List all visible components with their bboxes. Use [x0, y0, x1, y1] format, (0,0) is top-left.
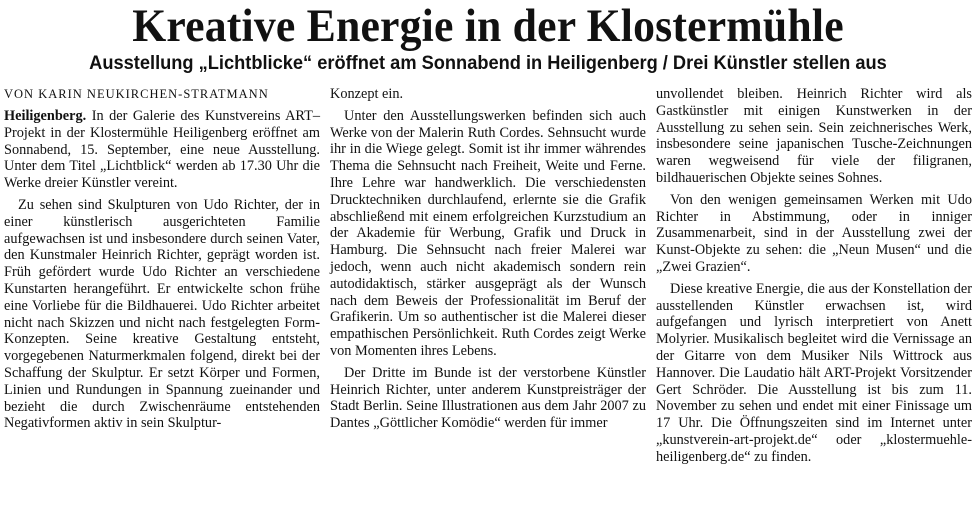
- paragraph: Unter den Ausstellungswerken befinden sich auch Werke von der Malerin Ruth Cordes. Sehnsucht wurde ihr in die Wiege gelegt. Somit ist ihr immer währendes Thema die Sehnsucht nach Freiheit, Weite und Ferne. Ihre Lehre war handwerklich. Die verschiedensten Drucktechniken durchlaufend, erlernte sie die Grafik abschließend mit einem erfolgreichen Kurzstudium an der Akademie für Werbung, Grafik und Druck in Hamburg. Die Sehnsucht nach freier Malerei war jedoch, wenn auch nicht akademisch sondern rein autodidaktisch, stärker ausgeprägt als der Wunsch nach dem Beweis der Professionalität im Beruf der Grafikerin. Um so authentischer ist die Malerei dieser empathischen Persönlichkeit. Ruth Cordes zeigt Werke von Momenten ihres Lebens.: [330, 107, 646, 359]
- paragraph-text: In der Galerie des Kunstvereins ART–Projekt in der Klostermühle Heiligenberg eröffnet am Sonnabend, 15. September, eine neue Ausstellung. Unter dem Titel „Lichtblick“ werden ab 17.30 Uhr die Werke dreier Künstler vereint.: [4, 108, 320, 192]
- article-columns: [4, 86, 972, 466]
- paragraph: unvollendet bleiben. Heinrich Richter wird als Gastkünstler mit einigen Kunstwerken in der Ausstellung zu sehen sein. Sein zeichnerisches Werk, insbesondere seine japanischen Tusche-Zeichnungen waren wegweisend für viele der filigranen, bildhauerischen Objekte seines Sohnes.: [656, 86, 972, 186]
- paragraph: [4, 108, 320, 192]
- column-2: [330, 86, 646, 466]
- byline: VON KARIN NEUKIRCHEN-STRATMANN: [4, 87, 269, 101]
- paragraph: Zu sehen sind Skulpturen von Udo Richter, der in einer künstlerisch ausgerichteten Familie aufgewachsen ist und insbesondere durch seinen Vater, den Kunstmaler Heinrich Richter, geprägt worden ist. Früh gefördert wurde Udo Richter an verschiedene Kunstarten herangeführt. Er entwickelte schon frühe eine Vorliebe für die Bildhauerei. Udo Richter arbeitet nicht nach Skizzen und nicht nach festgelegten Form-Konzepten. Seine kreative Gestaltung entsteht, vorgegebenen Naturmerkmalen folgend, direkt bei der Schaffung der Skulptur. Er setzt Körper und Formen, Linien und Rundungen in Spannung zueinander und bezieht die durch Zwischenräume entstehenden Negativformen aktiv in sein Skulptur-: [4, 196, 320, 432]
- column-1: [4, 86, 320, 466]
- headline: Kreative Energie in der Klostermühle: [132, 0, 844, 52]
- paragraph: Von den wenigen gemeinsamen Werken mit Udo Richter in Abstimmung, oder in inniger Zusammenarbeit, sind in der Ausstellung zwei der Kunst-Objekte zu sehen: die „Neun Musen“ und die „Zwei Grazien“.: [656, 191, 972, 275]
- paragraph: Diese kreative Energie, die aus der Konstellation der ausstellenden Künstler erwachsen ist, wird aufgefangen und lyrisch interpretiert von Anett Molyrier. Musikalisch begleitet wird die Vernissage an der Gitarre von dem Musiker Nils Wittrock aus Hannover. Die Laudatio hält ART-Projekt Vorsitzender Gert Schröder. Die Ausstellung ist bis zum 11. November zu sehen und endet mit einer Finissage um 17 Uhr. Die Öffnungszeiten sind im Internet unter „kunstverein-art-projekt.de“ oder „klostermuehle-heiligenberg.de“ zu finden.: [656, 280, 972, 465]
- paragraph: Konzept ein.: [330, 86, 404, 102]
- column-3: [656, 86, 972, 466]
- dateline: Heiligenberg.: [4, 108, 87, 124]
- subheadline: Ausstellung „Lichtblicke“ eröffnet am Sonnabend in Heiligenberg / Drei Künstler stellen aus: [89, 53, 887, 74]
- paragraph: Der Dritte im Bunde ist der verstorbene Künstler Heinrich Richter, unter anderem Kunstpreisträger der Stadt Berlin. Seine Illustrationen aus dem Jahr 2007 zu Dantes „Göttlicher Komödie“ werden für immer: [330, 364, 646, 432]
